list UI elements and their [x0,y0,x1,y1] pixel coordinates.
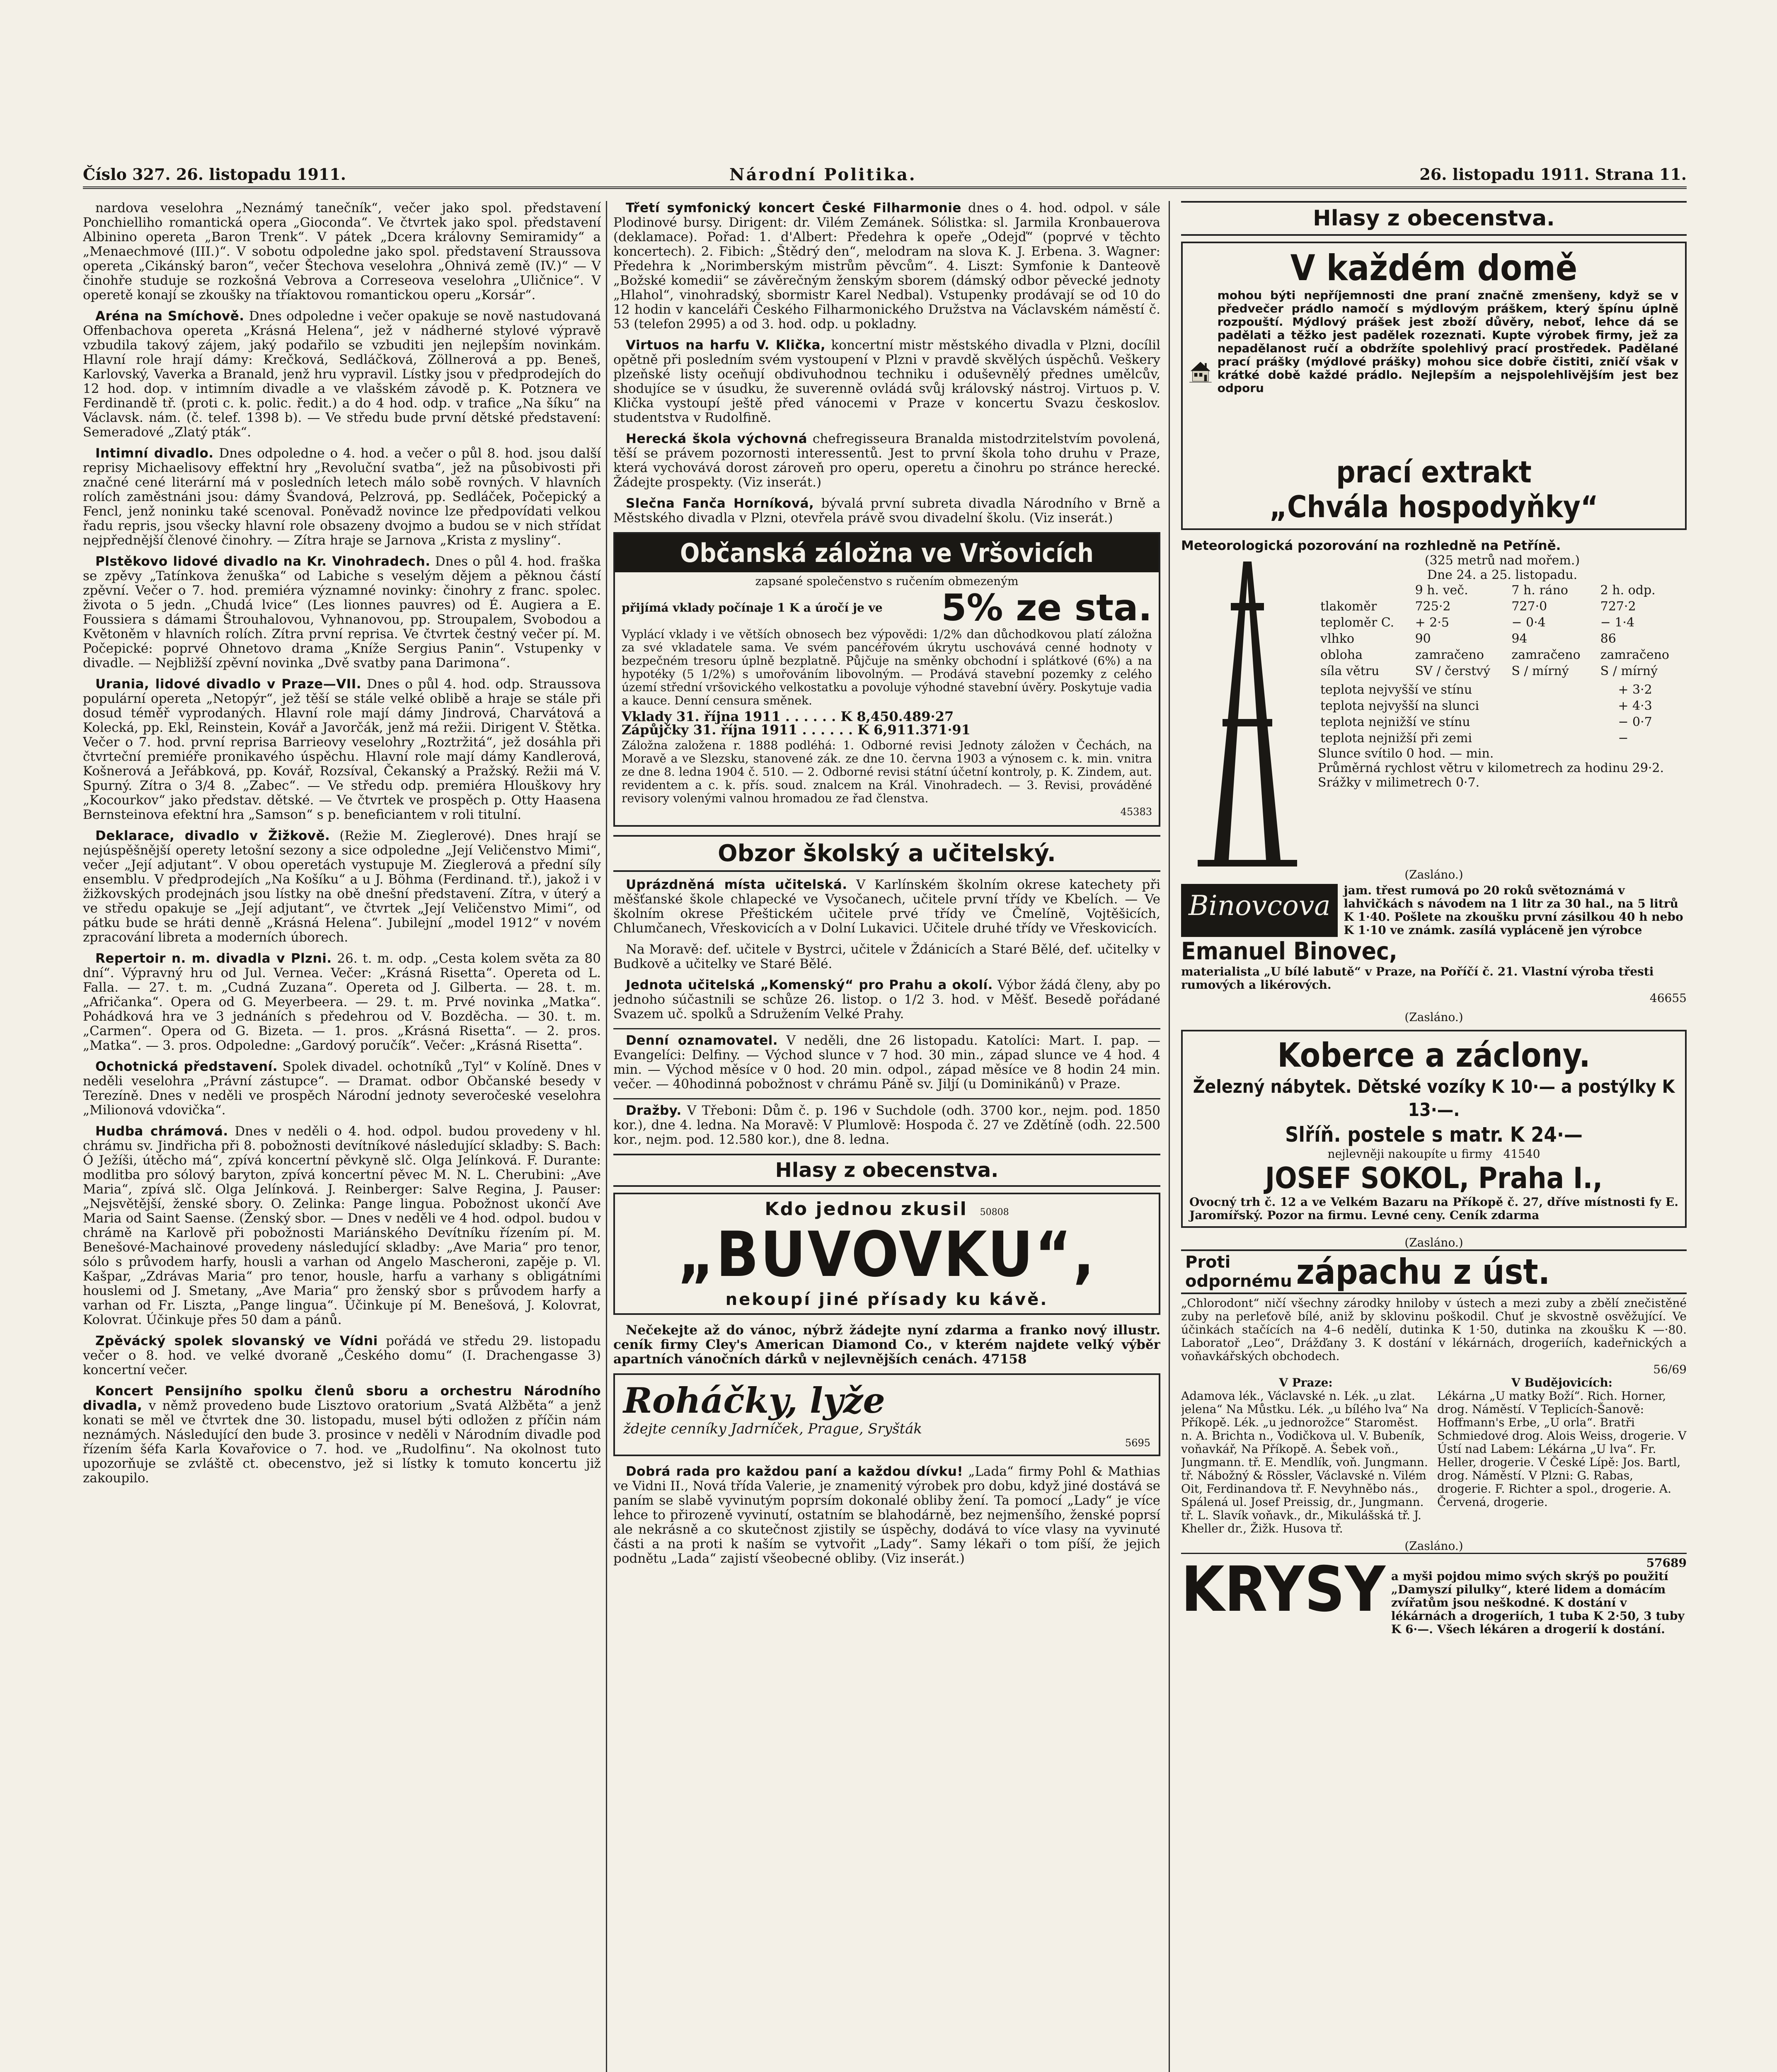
ad-sokol [1181,1030,1687,1228]
ad-cleys-text: Nečekejte až do vánoc, nýbrž žádejte nyní zdarma a franko nový illustr. ceník firmy Cley's American Diamond Co., v kterém najdete velký výběr apartních vánočních dárků v nejlevnějších cenách. [613,1323,1160,1367]
weather-cell: 725·2 [1415,599,1451,614]
ad-zalozna-body: Vyplácí vklady i ve větších obnosech bez výpovědi: 1/2% dan důchodkovou platí záložna za své vkladatele sama. Ve svém pancéřovém úkrytu uschovává cenné hodnoty v bezpečném tresoru úplně bezplatně. Půjčuje na směnky obchodní i splátkové (6%) a na hypotéky (5 1/2%) s umořováním libovolným. — Prodává stavební pozemky z celého území střední vršovického velkostatku a povoluje výhodné stavební úvěry. Poskytuje vadia a kauce. Denní censura směnek. [622,627,1152,707]
weather-cell: síla větru [1320,664,1380,678]
weather-cell: zamračeno [1600,648,1669,662]
ad-rohacky [613,1373,1160,1456]
column-1 [83,201,601,2072]
weather-cell: S / mírný [1511,664,1569,678]
article-koncert [83,1384,601,1486]
ad-chvala [1181,242,1687,530]
article-heading: Aréna na Smíchově. [95,309,245,324]
ad-zalozna-rate: 5% ze sta. [941,586,1152,629]
ad-zalozna-line1: přijímá vklady počínaje 1 K a úročí je ve [622,601,883,615]
ad-rohacky-sub: ždejte cenníky Jadrníček, Prague, Sryšták [623,1421,922,1437]
ad-sokol-line1: Železný nábytek. Dětské vozíky K 10·— a postýlky K 13·—. [1193,1076,1675,1121]
article-heading: Ochotnická představení. [95,1059,278,1074]
article-text: bývalá první subreta divadla Národního v Brně a Městského divadla v Plzni, otevřela právě svou divadelní školu. (Viz inserát.) [613,496,1160,525]
divider [613,1028,1160,1029]
ad-zalozna-foot: Záložna založena r. 1888 podléhá: 1. Odborné revisi Jednoty záložen v Čechách, na Moravě a ve Slezsku, stanovené zák. ze dne 10. června 1903 a výnosem c. k. min. vnitra ze dne 8. ledna 1904 č. 510. — 2. Odborné revisi státní účetní kontroly, p. K. Zindem, aut. revidentem a c. k. přís. soud. znalcem na Král. Vinohradech. — 3. Revisi, prováděné revisory volenými valnou hromadou ze řad členstva. [622,738,1152,805]
article-deklarace [83,829,601,945]
article-text: dnes o 4. hod. odpol. v sále Plodinové bursy. Dirigent: dr. Vilém Zemánek. Sólistka: sl. Jarmila Kronbauerova (deklamace). Pořad: 1. d'Albert: Předehra k opeře „Odejď“ (poprvé v těchto koncertech). 2. Fibich: „Štědrý den“, melodram na slova K. J. Erbena. 3. Wagner: Předehra k „Norimberským mistrům pěvcům“. 4. Liszt: Symfonie k Danteově „Božské komedii“ se závěrečným ženským sborem (dámský odbor pěvecké jednoty „Hlahol“, vinohradský, sbormistr Karel Nedbal). Vstupenky prodávají se od 10 do 12 hodin v kanceláři Českého Filharmonického Družstva na Václavském náměstí č. 53 (telefon 2995) a od 3. hod. odp. u pokladny. [613,201,1160,332]
weather-cell: obloha [1320,648,1363,662]
weather-cell: + 4·3 [1618,699,1652,713]
article-heading: Dobrá rada pro každou paní a každou dívku! [626,1464,964,1479]
article-heading: Urania, lidové divadlo v Praze—VII. [95,677,362,692]
weather-extreme-row [1318,730,1687,746]
weather-head-cell: 7 h. ráno [1511,583,1568,598]
column-rule-2 [1169,201,1170,2072]
ad-chvala-product: prací extrakt [1336,455,1532,489]
column-2 [613,201,1160,2072]
ad-buvovka-bot: nekoupí jiné přísady ku kávě. [725,1290,1048,1309]
article-herecka-skola [613,432,1160,490]
weather-row [1318,631,1687,647]
ad-sokol-name: JOSEF SOKOL, Praha I., [1265,1161,1603,1195]
article-text: Dnes o půl 4. hod. fraška se zpěvy „Tatínkova ženuška“ od Labiche s veselým dějem a pěknou částí zpěvní. Večer o 7. hod. premiéra významné novinky: činohry z franc. spolec. života o 5 jedn. „Chudá lvice“ (Les lionnes pauvres) od É. Augiera a E. Foussiera s dámami Štrouhalovou, Vyhnanovou, pp. Stroupalem, Svobodou a Květoněm v hlavních rolích. Zítra první reprisa. Ve čtvrtek čestný večer pí. M. Počepické: poprvé Ohnetovo drama „Kníže Sergius Panin“. Vstupenky v divadle. — Nejbližší zpěvní novinka „Dvě svatby pana Darimona“. [83,554,601,670]
article-text: V Karlínském školním okrese katechety při měšťanské škole chlapecké ve Vysočanech, učitele první třídy ve Kbelích. — Ve školním okrese Přeštickém učitele prvé třídy ve Čmelíně, Vojtěšicích, Chlumčanech, Vřeskovicích a v Dolní Lukavici. Učitele druhé třídy ve Vřeskovicích. [613,877,1160,936]
article-heading: Repertoir n. m. divadla v Plzni. [95,951,332,966]
zaslano-label: (Zasláno.) [1404,1236,1463,1249]
weather-table [1318,582,1687,679]
article-text: 26. t. m. odp. „Cesta kolem světa za 80 dní“. Výpravný hru od Jul. Verneа. Večer: „Krásná Risetta“. Opereta od L. Falla. — 27. t. m. „Cudná Zuzana“. Opereta od J. Gilberta. — 28. t. m. „Afričanka“. Opera od G. Meyerbeera. — 29. t. m. Prvé novinka „Matka“. Pohádková hra ve 3 jednáních s předehrou od V. Bozděcha. — 30. t. m. „Carmen“. Opera od G. Bizeta. — 1. pros. „Krásná Risetta“. — 2. pros. „Matka“. — 3. pros. Odpoledne: „Gardový poručík“. Večer: „Krásná Risetta“. [83,951,601,1053]
weather-head-cell [1318,582,1413,598]
ad-krysy-title: KRYSY [1181,1554,1385,1626]
ad-buvovka [613,1193,1160,1315]
article-heading: Denní oznamovatel. [626,1033,778,1048]
article-heading: Dražby. [626,1103,682,1118]
weather-cell: vlhko [1320,632,1355,646]
weather-cell: SV / čerstvý [1415,664,1491,678]
ad-binovec-addr: materialista „U bílé labutě“ v Praze, na Poříčí č. 21. Vlastní výroba třesti rumových a likérových. [1181,965,1654,992]
article-drazby [613,1104,1160,1147]
house-illustration-icon [1189,289,1212,455]
article-heading: Uprázdněná místa učitelská. [626,877,847,892]
ad-zalozna-title: Občanská záložna ve Vršovicích [615,534,1159,572]
weather-extreme-row [1318,698,1687,714]
article-text: V Třeboni: Dům č. p. 196 v Suchdole (odh. 3700 kor., nejm. pod. 1850 kor.), dne 4. ledna. Na Moravě: V Plumlově: Hospoda č. 27 ve Zdětíně (odh. 22.500 kor., nejm. pod. 12.580 kor.), dne 8. ledna. [613,1103,1160,1147]
article-hornikova [613,496,1160,525]
article-hudba [83,1124,601,1327]
ad-praha-list: Adamova lék., Václavské n. Lék. „u zlat. jelena“ Na Můstku. Lék. „u bílého lva“ Na Příkopě. Lék. „u jednorožce“ Staroměst. n. A. Brichta n., Vodičkova ul. V. Bubeník, voňavkář, Na Příkopě. A. Šebek voň., Jungmann. tř. E. Mendlík, voň. Jungmann. tř. Nábožný & Rössler, Václavské n. Vilém Oit, Ferdinandova tř. F. Nevyhněbo nás., Spálená ul. Josef Preissig, dr., Jungmann. tř. L. Slavík voňavk., dr., Mikulášská tř. J. Kheller dr., Žižk. Husova tř. [1181,1389,1429,1535]
article-heading: Deklarace, divadlo v Žižkově. [95,828,330,843]
weather-row [1318,663,1687,679]
weather-header-row [1318,582,1687,598]
ad-krysy-num: 57689 [1646,1556,1687,1570]
ad-binovec-body: jam. třest rumová po 20 roků světoznámá v lahvičkách s návodem na 1 litr za 30 hal., na 5 litrů K 1·40. Pošlete na zkoušku první zásilkou 40 h nebo K 1·10 ve známk. zasílá vypláceně jen výrobce [1344,884,1683,937]
weather-extreme-row [1318,714,1687,730]
ad-zalozna-stat2: Zápůjčky 31. října 1911 . . . . . . K 6,911.371·91 [622,722,971,738]
section-title-hlasy-2: Hlasy z obecenstva. [1181,201,1687,236]
article-text: Dnes o půl 4. hod. odp. Straussova populární opereta „Netopýr“, jež těší se stále velké oblibě a hraje se stále při dosud téměř vyprodaných. Hlavní role mají dámy Jindrová, Charvátová a Kolecká, pp. Ekl, Reinstein, Kovář a Javorčák, jenž má režii. Dirigent V. Štětka. Večer o 7. hod. první reprisa Barrieovy veselohry „Roztržitá“, jež dosáhla při čtvrteční premiéře pronikavého úspěchu. Hlavní role mají dámy Kandlerová, Košnerová a Jeřábková, pp. Kovář, Rozsíval, Čekanský a Pražský. Režii má V. Spurný. Zítra o 3/4 8. „Zabec“. — Ve středu odp. premiéra Hlouškovy hry „Kocourkov“ jako představ. dětské. — Ve čtvrtek ve prospěch p. Otty Haasena Bernsteinova efektní hra „Samson“ s p. beneficiantem v roli titulní. [83,677,601,822]
ad-chlorodont-proti: Proti [1185,1253,1231,1272]
weather-row [1318,615,1687,631]
ad-other-heading: V Budějovicích: [1511,1376,1613,1389]
ad-binovec-logo: Binovcova [1181,884,1338,937]
zaslano-label: (Zasláno.) [1404,868,1463,881]
article-komensky [613,978,1160,1021]
article-text: „Lada“ firmy Pohl & Mathias ve Vidni II., Nová třída Valerie, je znamenitý výrobek pro dobu, když jiné dostává se paním se slabě vyvinutým poprsím dokonalé obliby žení. Ta pomocí „Lady“ je více lehce to přirozeně vyvinutí, ostatním se blahodárně, bez nejmenšího, ženské poprsí ale nekrásně a co skutečnost zjistily se úspěchy, dodává to více vlasy na vyvinuté části a na proti k naším se vytvořit „Lady“. Samy lékaři o tom píší, že jejich podnětu „Lada“ zajistí všeobecné obliby. (Viz inserát.) [613,1464,1160,1566]
page-header [83,157,1687,189]
header-right: 26. listopadu 1911. Strana 11. [1419,165,1687,184]
ad-zalozna-sub: zapsané společenstvo s ručením obmezeným [755,574,1019,588]
ad-chvala-body: mohou býti nepříjemnosti dne praní značně zmenšeny, když se v předvečer prádlo namočí s mýdlovým práškem, který špínu úplně rozpouští. Mýdlový prášek jest zboží důvěry, neboť, lehce dá se padělati a těžko jest padělek rozeznati. Kupte výrobek firmy, jež za nepadělanost ručí a obdržíte spolehlivý prací prostředek. Padělané prací prášky (mýdlové prášky) mohou sice dobře čistiti, zničí však v krátké době každé prádlo. Nejlepším a nejspolehlivějším jest bez odporu [1217,288,1678,395]
weather-extreme-row [1318,682,1687,698]
ad-buvovka-top: Kdo jednou zkusil [765,1198,968,1220]
article-text: Na Moravě: def. učitele v Bystrci, učitele v Ždánicích a Staré Bělé, def. učitelky v Budkově a učitelky ve Staré Bělé. [613,942,1160,971]
article-theatre-notes [83,201,601,303]
weather-cell: 727·0 [1511,599,1547,614]
ad-zalozna-stat1: Vklady 31. října 1911 . . . . . . K 8,450.489·27 [622,709,954,724]
ad-chvala-title: V každém domě [1290,247,1578,289]
weather-cell: − [1618,731,1629,746]
article-text: Spolek divadel. ochotníků „Tyl“ v Kolíně. Dnes v neděli veselohra „Právní zástupce“. — Dramat. odbor Občanské besedy v Terezíně. Dnes v neděli ve prospěch Národní jednoty severočeské veselohra „Milionová vdovička“. [83,1059,601,1118]
article-text: Dnes odpoledne o 4. hod. a večer o půl 8. hod. jsou další reprisy Michaelisovy effektní hry „Revoluční svatba“, jež na působivosti při značné cené literární má v posledních letech málo sobě rovných. V hlavních rolích zaměstnáni jsou: dámy Švandová, Pelzrová, pp. Sedláček, Počepický a Fencl, jenž noninku také scenoval. Poněvadž novince lze předpovídati velkou řadu repris, jsou všecky hlavní role obsazeny dvojmo a budou se v nich střídat nejpřednější členové činohry. — Zítra hraje se Jarnova „Krista z mysliny“. [83,446,601,548]
article-text: chefregisseura Branalda mistodrzitelstvím povolená, těší se právem pozornosti interessentů. Jest to první škola toho druhu v Praze, která vychovává dorost zároveň pro operu, operetu a činohru po stránce herecké. Žádejte prospekty. (Viz inserát.) [613,431,1160,490]
petrin-tower-icon [1181,553,1314,868]
weather-cell: − 1·4 [1600,615,1635,630]
weather-cell: 94 [1511,632,1528,646]
article-heading: Herecká škola výchovná [626,431,808,446]
weather-cell: − 0·7 [1618,715,1652,729]
weather-title: Meteorologická pozorování na rozhledně na Petříně. [1181,538,1561,553]
ad-chlorodont-body: „Chlorodont“ ničí všechny zárodky hniloby v ústech a mezi zuby a zbělí znečistěné zuby na perleťově bílé, aniž by sklovinu poškodil. Chuť je skvostně osvěžující. Ve účinkách stačících na 4–6 nedělí, dutinka K 1·50, dutinka na zkoušku K —·80. Laboratoř „Leo“, Drážďany 3. K dostání v lékárnách, drogeriích, kadeřnických a voňavkářských obchodech. [1181,1296,1687,1363]
ad-buvovka-num: 50808 [980,1207,1009,1218]
ad-cleys-num: 47158 [982,1352,1027,1367]
weather-cell: S / mírný [1600,664,1658,678]
section-title-hlasy: Hlasy z obecenstva. [613,1154,1160,1187]
ad-rohacky-num: 5695 [1125,1437,1150,1449]
weather-head-cell: 9 h. več. [1415,583,1468,598]
weather-head-cell: 2 h. odp. [1600,583,1656,598]
ad-binovec-num: 46655 [1649,991,1687,1005]
article-arena [83,309,601,440]
ad-sokol-line2: Slříň. postele s matr. K 24·— [1285,1123,1583,1147]
section-title-obzor: Obzor školský a učitelský. [613,835,1160,872]
article-oznamovatel [613,1034,1160,1092]
ad-other-list: Lékárna „U matky Boží“. Rich. Horner, drog. Náměstí. V Teplicích-Šanově: Hoffmann's Erbe, „U orla“. Bratři Schmiedové drog. Alois Weiss, drogerie. V Ústí nad Labem: Lékárna „U lva“. Fr. Heller, drogerie. V České Lípě: Jos. Bartl, drog. Náměstí. V Plzni: G. Rabas, drogerie. F. Richter a spol., drogerie. A. Červená, drogerie. [1437,1389,1687,1509]
ad-binovec [1181,884,1687,1005]
weather-cell: + 3·2 [1618,683,1652,697]
article-plzen [83,951,601,1053]
article-text: pořádá ve středu 29. listopadu večer o 8. hod. ve velké dvoraně „Českého domu“ (I. Drachengasse 3) koncertní večer. [83,1334,601,1377]
weather-wind: Průměrná rychlost větru v kilometrech za hodinu 29·2. [1318,761,1664,775]
ad-chlorodont-num: 56/69 [1653,1363,1687,1376]
weather-extremes [1318,682,1687,746]
ad-chlorodont [1181,1249,1687,1535]
weather-row [1318,598,1687,615]
weather-sun: Slunce svítilo 0 hod. — min. [1318,746,1494,761]
ad-chlorodont-odpornemu: odpornému [1185,1272,1292,1291]
article-text: nardova veselohra „Neznámý tanečník“, večer jako spol. představení Ponchielliho romantická opera „Gioconda“. Ve čtvrtek jako spol. představení Albinino opereta „Baron Trenk“. V pátek „Dcera královny Semiramidy“ a „Menaechmové (III.)“. V sobotu odpoledne jako spol. představení Straussova opereta „Cikánský baron“, večer Štechova veselohra „Ohnivá země (IV.)“ — V činohře studuje se rozkošná Vebrova a Correseova veselohra „Uličnice“. V operetě konají se zkoušky na tříaktovou romantickou operu „Korsár“. [83,201,601,303]
weather-cell: 90 [1415,632,1431,646]
header-title: Národní Politika. [729,165,917,184]
newspaper-page [83,157,1687,2072]
article-text: V neděli, dne 26 listopadu. Katolíci: Mart. I. pap. — Evangelíci: Delfiny. — Východ slunce v 7 hod. 30 min., západ slunce ve 4 hod. 4 min. — Východ měsíce v 0 hod. 20 min. odpol., západ měsíce ve 8 hodin 24 min. večer. — 40hodinná pobožnost v chrámu Páně sv. Jiljí (u Dominikánů) v Praze. [613,1033,1160,1092]
ad-sokol-sub-text: nejlevněji nakoupíte u firmy [1327,1147,1492,1161]
ad-cleys [613,1323,1160,1367]
weather-rain: Srážky v milimetrech 0·7. [1318,775,1480,790]
article-text: koncertní mistr městského divadla v Plzni, docílil opětně při posledním svém vystoupení v Plzni v pravdě skvělých úspěchů. Veškery plzeňské listy oceňují obdivuhodnou techniku i oduševnělý přednes umělcův, shodujíce se v úsudku, že suverenně ovládá svůj královský nástroj. Virtuos p. V. Klička vystoupí ještě před vánocemi v Praze v koncertu Svazu českoslov. studentstva v Rudolfině. [613,338,1160,425]
weather-cell: zamračeno [1415,648,1484,662]
ad-sokol-addr: Ovocný trh č. 12 a ve Velkém Bazaru na Příkopě č. 27, dříve místnosti fy E. Jaromířský. Pozor na firmu. Levné ceny. Ceník zdarma [1189,1195,1678,1222]
weather-cell: zamračeno [1511,648,1581,662]
weather-cell: teplota nejvyšší na slunci [1320,699,1479,713]
article-heading: Plstěkovo lidové divadlo na Kr. Vinohradech. [95,554,431,569]
article-urania [83,677,601,822]
weather-cell: 727·2 [1600,599,1636,614]
ad-zalozna [613,532,1160,827]
ad-chlorodont-title: zápachu z úst. [1296,1251,1550,1292]
ad-zalozna-num: 45383 [1120,806,1152,818]
article-text: v němž provedeno bude Lisztovo oratorium „Svatá Alžběta“ a jenž konati se měl ve čtvrtek dne 30. listopadu, musel býti odložen z příčin nám neznámých. Následující den bude 3. prosince v neděli v Národním divadle pod řízením šéfa Karla Kovařovice o 7. hod. ve „Rudolfinu“. Na okolnost tuto upozorňuje se zvláště ct. obecenstvo, jež si lístky k tomuto koncertu již zakoupilo. [83,1398,601,1486]
ad-sokol-title: Koberce a záclony. [1277,1036,1591,1075]
ad-sokol-num: 41540 [1503,1147,1540,1161]
weather-cell: + 2·5 [1415,615,1449,630]
article-text: Výbor žádá členy, aby po jednoho súčastnili se schůze 26. listop. o 1/2 3. hod. v Měšť. Besedě pořádané Svazem uč. spolků a Sdružením Velké Prahy. [613,978,1160,1021]
weather-cell: teplota nejvyšší ve stínu [1320,683,1472,697]
article-text: Dnes odpoledne i večer opakuje se nově nastudovaná Offenbachova opereta „Krásná Helena“, jež v nádherné stylové výpravě vzbudila takový zájem, jaký podařilo se vzbuditi jen nejlepším novinkám. Hlavní role hrají dámy: Krečková, Sedláčková, Zöllnerová a pp. Beneš, Karlovský, Vaverka a Branald, jenž hru vypravil. Lístky jsou v předprodejích do 12 hod. dop. v intimním divadle a ve vlašském závodě p. K. Potznera ve Ferdinandě tř. (proti c. k. polic. ředit.) a do 4 hod. odp. v trafice „Na šíku“ na Václavsk. nám. (č. telef. 1398 b). — Ve středu bude první dětské představení: Semeradové „Zlatý pták“. [83,309,601,440]
article-mista [613,878,1160,936]
weather-cell: 86 [1600,632,1616,646]
article-zpevacky [83,1334,601,1377]
zaslano-label: (Zasláno.) [1404,1010,1463,1024]
ad-buvovka-big: „BUVOVKU“, [678,1219,1096,1291]
weather-cell: − 0·4 [1511,615,1546,630]
article-heading: Koncert Pensijního spolku členů sboru a orchestru Národního divadla, [83,1384,601,1413]
article-plstek [83,554,601,670]
column-rule-1 [606,201,607,2072]
article-heading: Jednota učitelská „Komenský“ pro Prahu a okolí. [626,978,993,992]
weather-date: Dne 24. a 25. listopadu. [1427,568,1578,582]
weather-cell: teplota nejnižší při zemi [1320,731,1472,746]
ad-praha-heading: V Praze: [1279,1376,1333,1389]
ad-krysy-body: a myši pojdou mimo svých skrýš po použití „Damyszí pilulky“, které lidem a domácím zvířatům jsou neškodné. K dostání v lékárnách a drogeriích, 1 tuba K 2·50, 3 tuby K 6·—. Všech lékáren a drogerií k dostání. [1391,1569,1685,1636]
article-heading: Virtuos na harfu V. Klička, [626,338,826,353]
weather-row [1318,647,1687,663]
article-heading: Hudba chrámová. [95,1124,228,1139]
article-filharmonie [613,201,1160,332]
article-text: Dnes v neděli o 4. hod. odpol. budou provedeny v hl. chrámu sv. Jindřicha při 8. pobožnosti devítníkové následující skladby: S. Bach: Ó Ježíši, útěcho má“, zpívá koncertní pěvkyně slč. Olga Jelínková. F. Durante: modlitba pro sólový baryton, zpívá koncertní pěvec M. N. L. Cherubini: „Ave Maria“, zpívá slč. Olga Jelínková. J. Reinberger: Salve Regina, J. Pauser: „Nejsvětější, ženské sbory. O. Zelinka: Pange lingua. Pobožnost ukončí Ave Maria od Saint Saensе. (Ženský sbor. — Dnes v neděli ve 4 hod. odpol. budou v chrámě na Karlově při pobožnosti Mariánského Devítníku řízením pí. M. Benešové-Machainové provedeny následující skladby: „Ave Maria“ pro tenor, sólo s průvodem harfy, housli a varhan od Angelo Mascheroni, zapěje p. Vl. Kašpar, „Zdrávas Maria“ pro tenor, housle, harfu a varhany s obligátními houslemi od J. Smetany, „Ave Maria“ pro ženský sbor s průvodem harfy a varhan od Fr. Liszta, „Pange lingua“. Účinkuje pí M. Benešová, J. Kolovrat, Kolovrat. Účinkuje přes 50 dam a pánů. [83,1124,601,1327]
article-heading: Slečna Fanča Horníková, [626,496,814,511]
ad-chvala-name: „Chvála hospodyňky“ [1269,489,1598,524]
weather-sub: (325 metrů nad mořem.) [1424,553,1580,568]
article-lada [613,1464,1160,1566]
ad-binovec-name: Emanuel Binovec, [1181,937,1397,965]
article-heading: Zpěvácký spolek slovanský ve Vídni [95,1334,378,1348]
weather-report [1181,538,1687,868]
ad-sokol-sub [1189,1147,1678,1161]
ad-krysy [1181,1553,1687,1636]
article-klicka [613,338,1160,425]
weather-cell: teploměr C. [1320,615,1394,630]
article-intimni [83,446,601,548]
article-text: (Režie M. Zieglerové). Dnes hrají se nejúspěšnější operety letošní sezony a sice odpoledne „Její Veličenstvo Mimi“, večer „Její adjutant“. V obou operetách vystupuje M. Zieglerová a přední síly ensemblu. V předprodejích „Na Košíku“ a u J. Böhma (Ferdinand. tř.), jakož i v žižkovských prodejnách jsou lístky na obě dnešní představení. Zítra, v úterý a ve středu opakuje se „Její adjutant“, ve čtvrtek „Její Veličenstvo Mimi“, od pátku bude se hráti denně „Krásná Helena“. Jubilejní „model 1912“ v novém zpracování libreta a moderních úborech. [83,828,601,945]
weather-cell: teplota nejnižší ve stínu [1320,715,1470,729]
column-3 [1181,201,1687,2072]
divider [613,1098,1160,1099]
article-morava [613,942,1160,971]
article-heading: Intimní divadlo. [95,446,214,461]
zaslano-label: (Zasláno.) [1404,1539,1463,1553]
article-heading: Třetí symfonický koncert České Filharmonie [626,201,961,215]
ad-rohacky-title: Roháčky, lyže [623,1380,885,1421]
header-left: Číslo 327. 26. listopadu 1911. [83,165,346,184]
weather-cell: tlakoměr [1320,599,1377,614]
article-ochotnici [83,1060,601,1118]
